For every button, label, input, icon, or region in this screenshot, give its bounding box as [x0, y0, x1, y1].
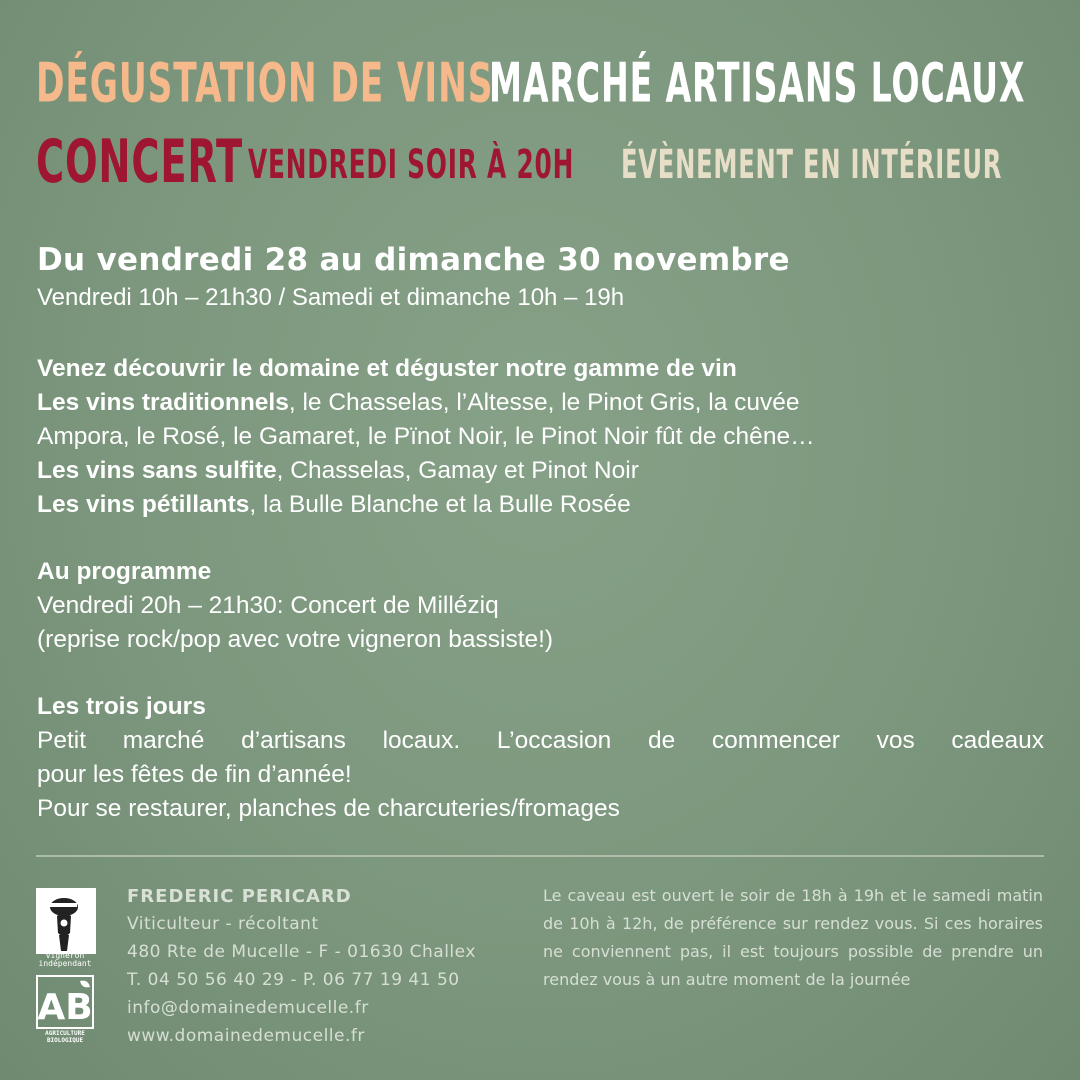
producer-website[interactable]: www.domainedemucelle.fr	[127, 1026, 365, 1046]
headline-concert: CONCERT	[36, 127, 244, 197]
divider	[36, 855, 1044, 857]
headline-degustation: DÉGUSTATION DE VINS	[36, 52, 494, 116]
trois-jours-line-1: Petit marché d’artisans locaux. L’occasion de commencer vos cadeaux	[37, 727, 1044, 754]
wines-nosulfite-text: , Chasselas, Gamay et Pinot Noir	[276, 457, 639, 484]
headline-row-1	[36, 50, 1044, 124]
programme-title: Au programme	[37, 558, 212, 585]
headline-vendredi: VENDREDI SOIR À 20H	[248, 141, 575, 189]
wines-traditional-label: Les vins traditionnels	[37, 389, 289, 416]
vigneron-independant-logo	[36, 888, 96, 954]
hours-note: Le caveau est ouvert le soir de 18h à 19h et le samedi matin de 10h à 12h, de préférence sur rendez vous. Si ces horaires ne conviennent pas, il est toujours possible de prendre un rendez vous à un autre moment de la journée	[543, 886, 1043, 989]
producer-name: FREDERIC PERICARD	[127, 886, 352, 907]
dates-title: Du vendredi 28 au dimanche 30 novembre	[37, 242, 790, 278]
trois-jours-line-3: Pour se restaurer, planches de charcuteries/fromages	[37, 795, 620, 822]
ab-logo-icon	[36, 975, 94, 1029]
wines-traditional-line2: Ampora, le Rosé, le Gamaret, le Pïnot Noir, le Pinot Noir fût de chêne…	[37, 423, 815, 450]
trois-jours-section	[37, 690, 1044, 826]
producer-phone: T. 04 50 56 40 29 - P. 06 77 19 41 50	[127, 970, 460, 990]
producer-address: 480 Rte de Mucelle - F - 01630 Challex	[127, 942, 476, 962]
dates-hours: Vendredi 10h – 21h30 / Samedi et dimanche 10h – 19h	[37, 284, 625, 311]
producer-role: Viticulteur - récoltant	[127, 914, 319, 934]
wines-traditional-line1: , le Chasselas, l’Altesse, le Pinot Gris, la cuvée	[288, 389, 800, 416]
wines-sparkling-text: , la Bulle Blanche et la Bulle Rosée	[249, 491, 631, 518]
trois-jours-line-2: pour les fêtes de fin d’année!	[37, 761, 352, 788]
headline-evenement: ÉVÈNEMENT EN INTÉRIEUR	[621, 141, 1003, 189]
headline-row-2	[36, 128, 1044, 204]
vigneron-figure-icon	[37, 889, 95, 953]
vigneron-logo-label: vigneron indépendant	[38, 951, 92, 968]
producer-email[interactable]: info@domainedemucelle.fr	[127, 998, 369, 1018]
wines-sparkling-label: Les vins pétillants	[37, 491, 250, 518]
ab-logo-label: AGRICULTURE BIOLOGIQUE	[45, 1030, 85, 1044]
programme-section	[37, 555, 1044, 657]
trois-jours-title: Les trois jours	[37, 693, 206, 720]
headline-marche: MARCHÉ ARTISANS LOCAUX	[489, 52, 1026, 116]
wines-intro: Venez découvrir le domaine et déguster notre gamme de vin	[37, 355, 737, 382]
ab-letters: AB	[37, 987, 93, 1028]
producer-info	[127, 884, 476, 1050]
programme-line-1: Vendredi 20h – 21h30: Concert de Milléziq	[37, 592, 499, 619]
wines-nosulfite-label: Les vins sans sulfite	[37, 457, 277, 484]
programme-line-2: (reprise rock/pop avec votre vigneron bassiste!)	[37, 626, 554, 653]
wines-section	[37, 352, 1044, 522]
